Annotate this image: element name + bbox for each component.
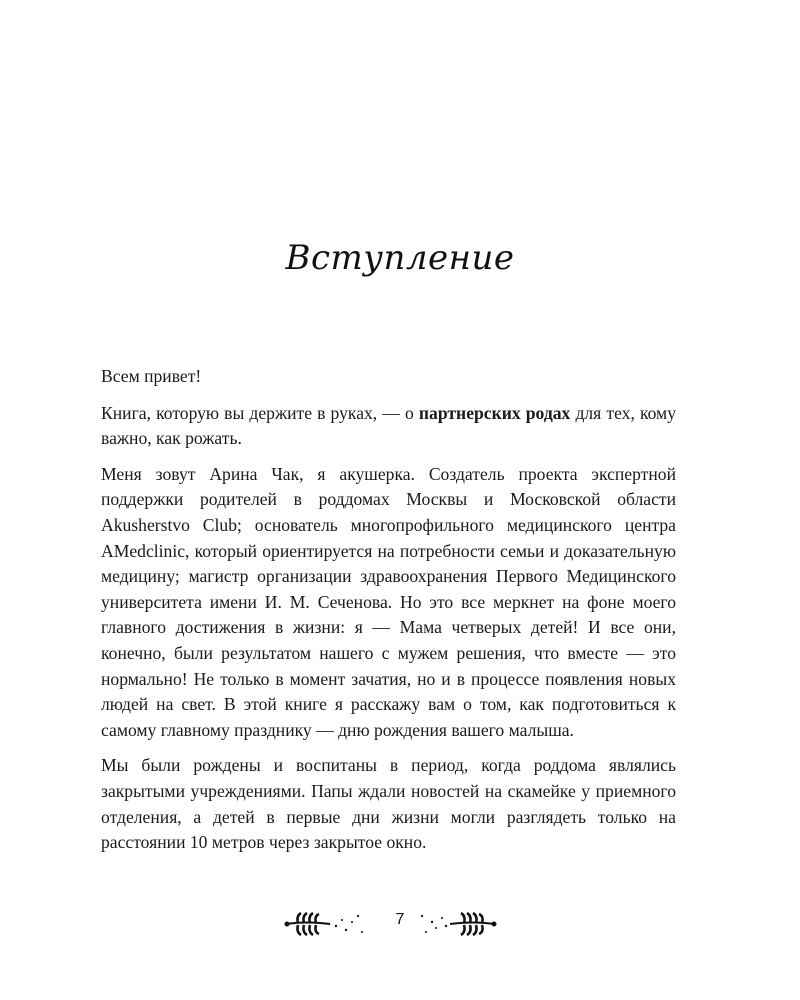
page-number: 7: [395, 911, 405, 928]
chapter-title: Вступление: [285, 238, 515, 278]
body-text: [101, 364, 676, 866]
page-footer: [0, 908, 800, 938]
intro-bold-phrase: партнерских родах: [418, 402, 571, 423]
intro-text-start: Книга, которую вы держите в руках, — о: [101, 402, 419, 423]
paragraph-greeting: Всем привет!: [101, 366, 202, 386]
paragraph-history: Мы были рождены и воспитаны в период, когда роддома являлись закрытыми учреждениями. Папы ждали новостей на скамейке у приемного отделения, а детей в первые дни жизни могли разглядеть только на расстоянии 10 метров через закрытое окно.: [101, 755, 676, 853]
intro-text-end: для тех, кому важно, как рожать.: [101, 402, 676, 449]
paragraph-author: Меня зовут Арина Чак, я акушерка. Создатель проекта экспертной поддержки родителей в роддомах Москвы и Московской области Akusherstvo Club; основатель многопрофильного медицинского центра AMedclinic, который ориентируется на потребности семьи и доказательную медицину; магистр организации здравоохранения Первого Медицинского университета имени И. М. Сеченова. Но это все меркнет на фоне моего главного достижения в жизни: я — Мама четверых детей! И все они, конечно, были результатом нашего с мужем решения, что вместе — это нормально! Не только в момент зачатия, но и в процессе появления новых людей на свет. В этой книге я расскажу вам о том, как подготовиться к самому главному празднику — дню рождения вашего малыша.: [101, 463, 676, 740]
sprig-ornament-icon: [416, 908, 516, 938]
paragraph-intro: [101, 401, 676, 452]
